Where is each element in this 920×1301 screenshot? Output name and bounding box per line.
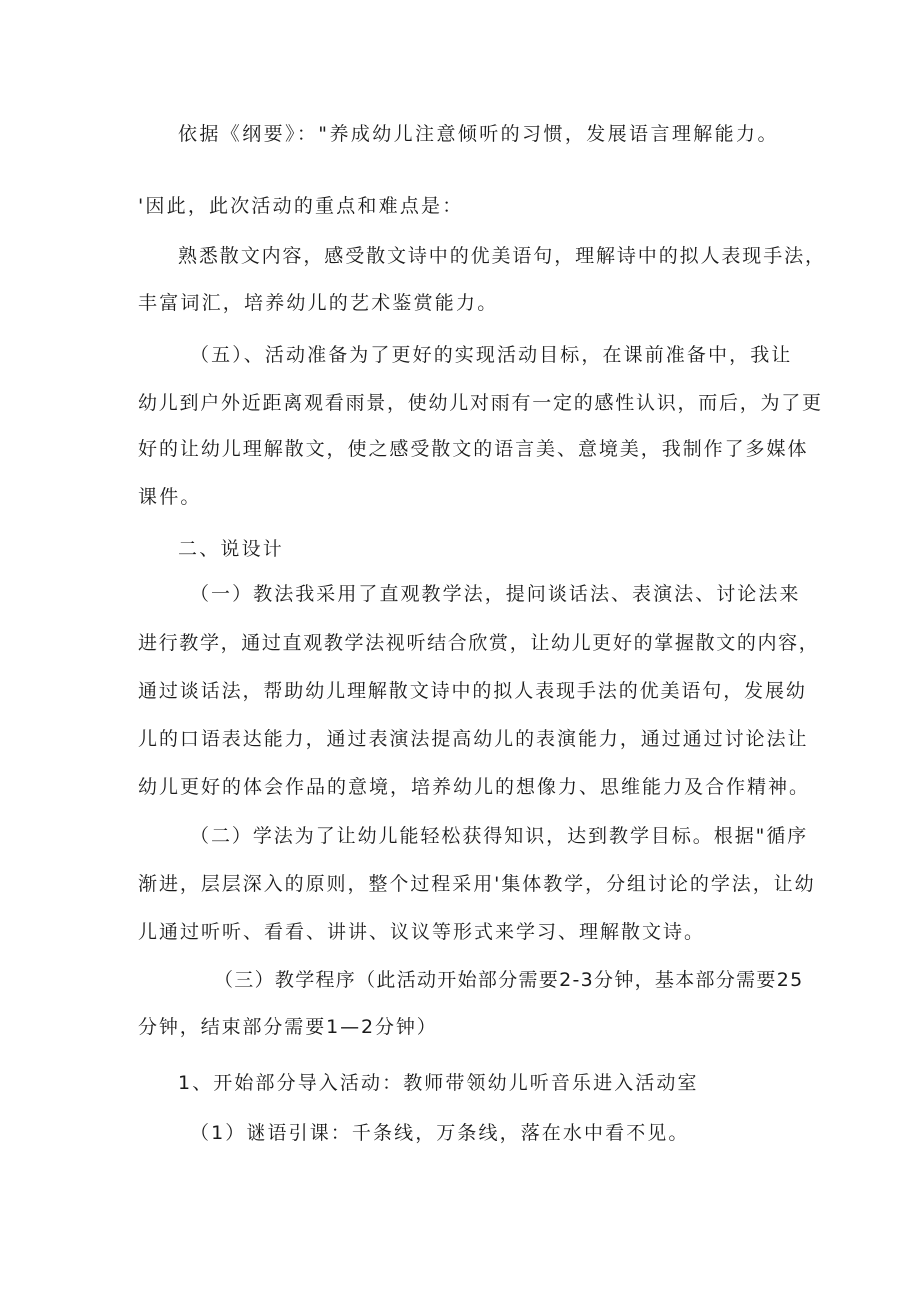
text-line: 幼儿更好的体会作品的意境，培养幼儿的想像力、思维能力及合作精神。 <box>138 776 811 798</box>
text-line: （五）、活动准备为了更好的实现活动目标，在课前准备中，我让 <box>190 344 793 366</box>
text-line: 熟悉散文内容，感受散文诗中的优美语句，理解诗中的拟人表现手法， <box>178 245 826 267</box>
text-line: 渐进，层层深入的原则，整个过程采用'集体教学，分组讨论的学法，让幼 <box>138 873 816 895</box>
text-line: 分钟，结束部分需要1—2分钟） <box>138 1016 438 1038</box>
text-line: 丰富词汇，培养幼儿的艺术鉴赏能力。 <box>138 292 499 314</box>
text-line: 课件。 <box>138 486 202 508</box>
text-line: 儿的口语表达能力，通过表演法提高幼儿的表演能力，通过通过讨论法让 <box>138 728 809 750</box>
text-line: '因此，此次活动的重点和难点是： <box>138 195 464 217</box>
text-line: 进行教学，通过直观教学法视听结合欣赏，让幼儿更好的掌握散文的内容， <box>138 632 820 654</box>
section-heading: 二、说设计 <box>178 538 285 560</box>
text-line: 依据《纲要》："养成幼儿注意倾听的习惯，发展语言理解能力。 <box>178 123 779 145</box>
text-line: （二）学法为了让幼儿能轻松获得知识，达到教学目标。根据"循序 <box>190 825 809 847</box>
text-line: （一）教法我采用了直观教学法，提问谈话法、表演法、讨论法来 <box>190 583 801 605</box>
text-line: （三）教学程序（此活动开始部分需要2-3分钟，基本部分需要25 <box>214 969 804 991</box>
text-line: 幼儿到户外近距离观看雨景，使幼儿对雨有一定的感性认识，而后，为了更 <box>138 392 823 414</box>
text-line: 1、开始部分导入活动：教师带领幼儿听音乐进入活动室 <box>178 1072 699 1094</box>
text-line: 好的让幼儿理解散文，使之感受散文的语言美、意境美，我制作了多媒体 <box>138 438 809 460</box>
text-line: 通过谈话法，帮助幼儿理解散文诗中的拟人表现手法的优美语句，发展幼 <box>138 680 807 702</box>
text-line: （1）谜语引课：千条线，万条线，落在水中看不见。 <box>190 1122 690 1144</box>
text-line: 儿通过听听、看看、讲讲、议议等形式来学习、理解散文诗。 <box>138 921 706 943</box>
